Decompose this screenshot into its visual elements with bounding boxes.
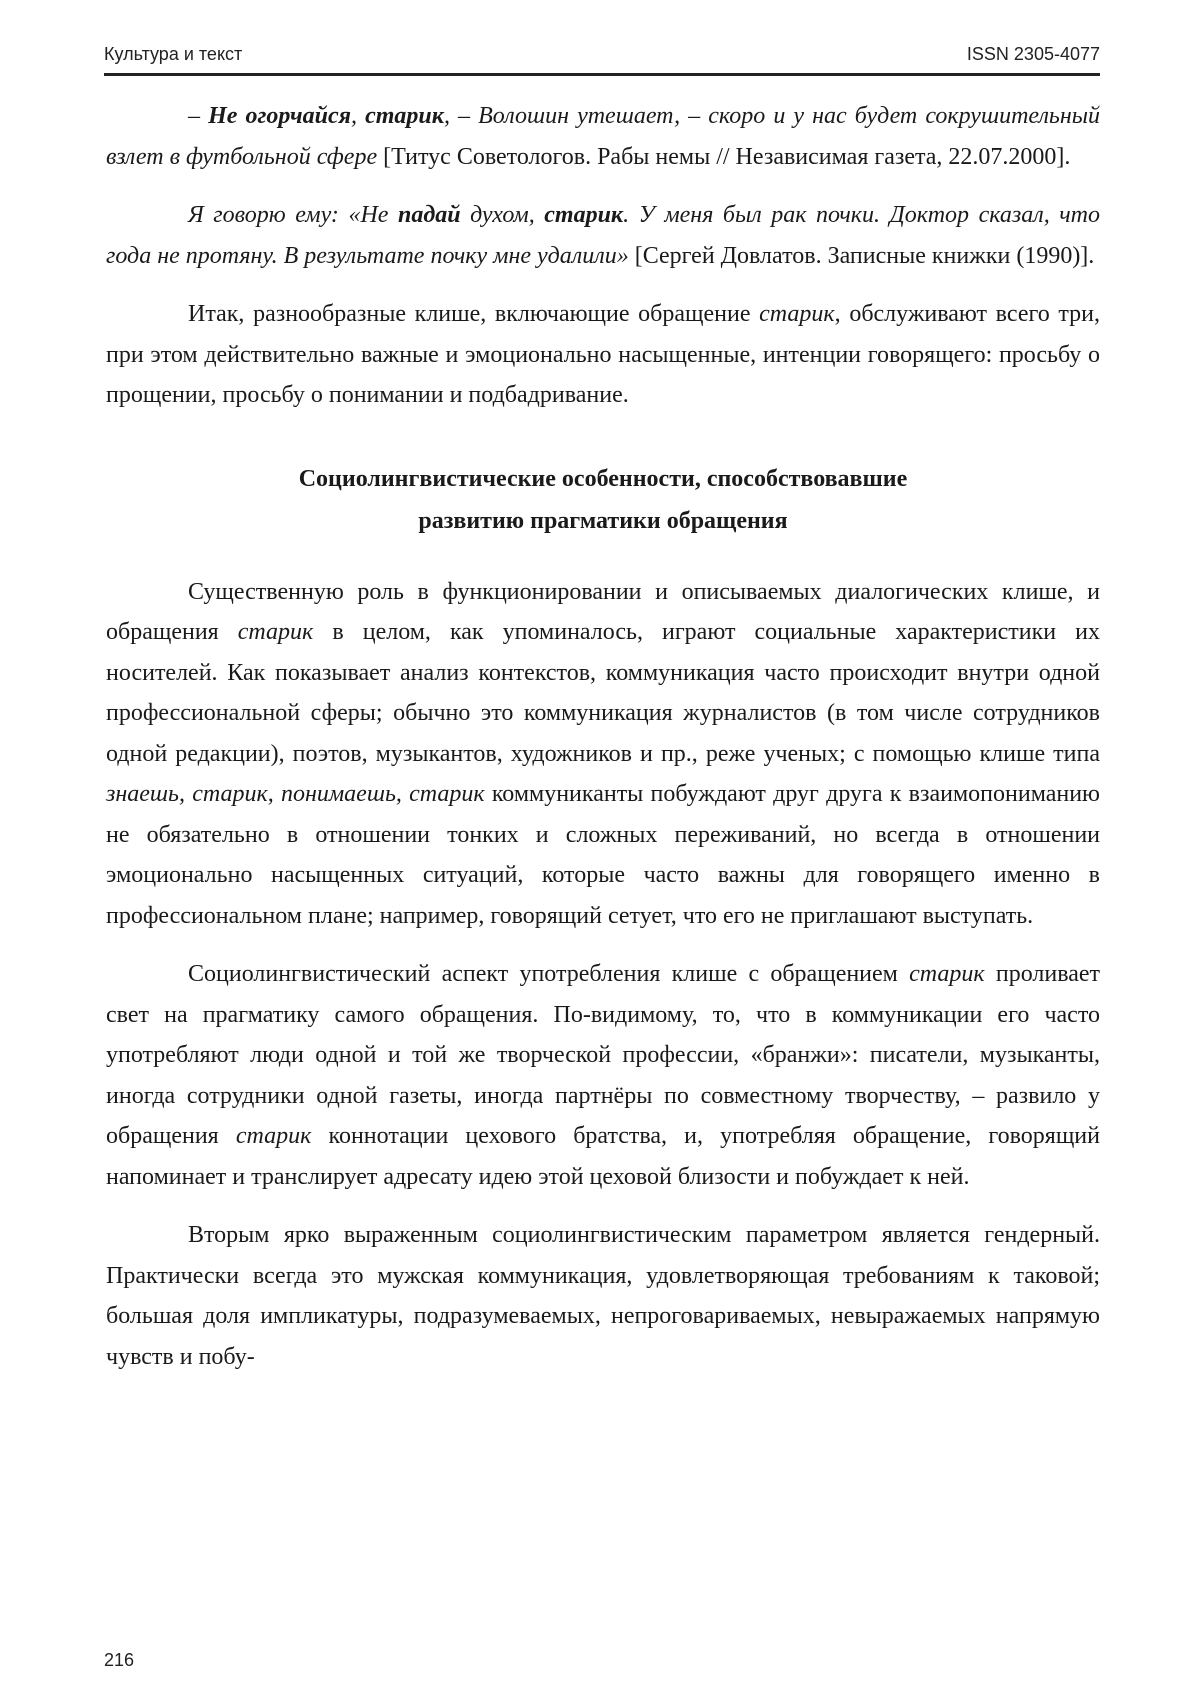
journal-title: Культура и текст [104, 44, 243, 64]
section-heading: Социолингвистические особенности, способствовавшие развитию прагматики обращения [298, 465, 908, 534]
paragraph-gender-parameter: Вторым ярко выраженным социолингвистическим параметром является гендерный. Практически всегда это мужская коммуникация, удовлетворяющая требованиям к таковой; большая доля импликатуры, подразумеваемых, непроговариваемых, невыражаемых напрямую чувств и побу- [106, 1222, 1100, 1370]
paragraph-sociolinguistic-aspect: Социолингвистический аспект употребления клише с обращением старик проливает свет на прагматику самого обращения. По-видимому, то, что в коммуникации его часто употребляют люди одной и той же творческой профессии, «бранжи»: писатели, музыканты, иногда сотрудники одной газеты, иногда партнёры по совместному творчеству, – развило у обращения старик коннотации цехового братства, и, употребляя обращение, говорящий напоминает и транслирует адресату идею этой цеховой близости и побуждает к ней. [106, 961, 1101, 1190]
example-source-1: [Титус Советологов. Рабы немы // Независимая газета, 22.07.2000]. [377, 143, 1071, 170]
example-quote-1: – Не огорчайся, старик, – Волошин утешает, – скоро и у нас будет сокрушительный взлет в футбольной сфере [Титус Советологов. Рабы немы // Независимая газета, 22.07.2000]. [106, 103, 1100, 170]
paragraph-summary: Итак, разнообразные клише, включающие обращение старик, обслуживают всего три, при этом действительно важные и эмоционально насыщенные, интенции говорящего: просьбу о прощении, просьбу о понимании и подбадривание. [106, 301, 1100, 408]
example-quote-2: Я говорю ему: «Не падай духом, старик. У меня был рак почки. Доктор сказал, что года не протяну. В результате почку мне удалили» [Сергей Довлатов. Записные книжки (1990)]. [106, 202, 1101, 269]
issn-number: ISSN 2305-4077 [966, 44, 1100, 64]
paragraph-social-characteristics: Существенную роль в функционировании и описываемых диалогических клише, и обращения старик в целом, как упоминалось, играют социальные характеристики их носителей. Как показывает анализ контекстов, коммуникация часто происходит внутри одной профессиональной сферы; обычно это коммуникация журналистов (в том числе сотрудников одной редакции), поэтов, музыкантов, художников и пр., реже ученых; с помощью клише типа знаешь, старик, понимаешь, старик коммуниканты побуждают друг друга к взаимопониманию не обязательно в отношении тонких и сложных переживаний, но всегда в отношении эмоционально насыщенных ситуаций, которые часто важны для говорящего именно в профессиональном плане; например, говорящий сетует, что его не приглашают выступать. [106, 578, 1100, 929]
page-number: 216 [104, 1650, 135, 1670]
article-body [106, 96, 1100, 1377]
example-source-2: [Сергей Довлатов. Записные книжки (1990)]. [628, 242, 1095, 269]
running-header [104, 44, 1100, 76]
